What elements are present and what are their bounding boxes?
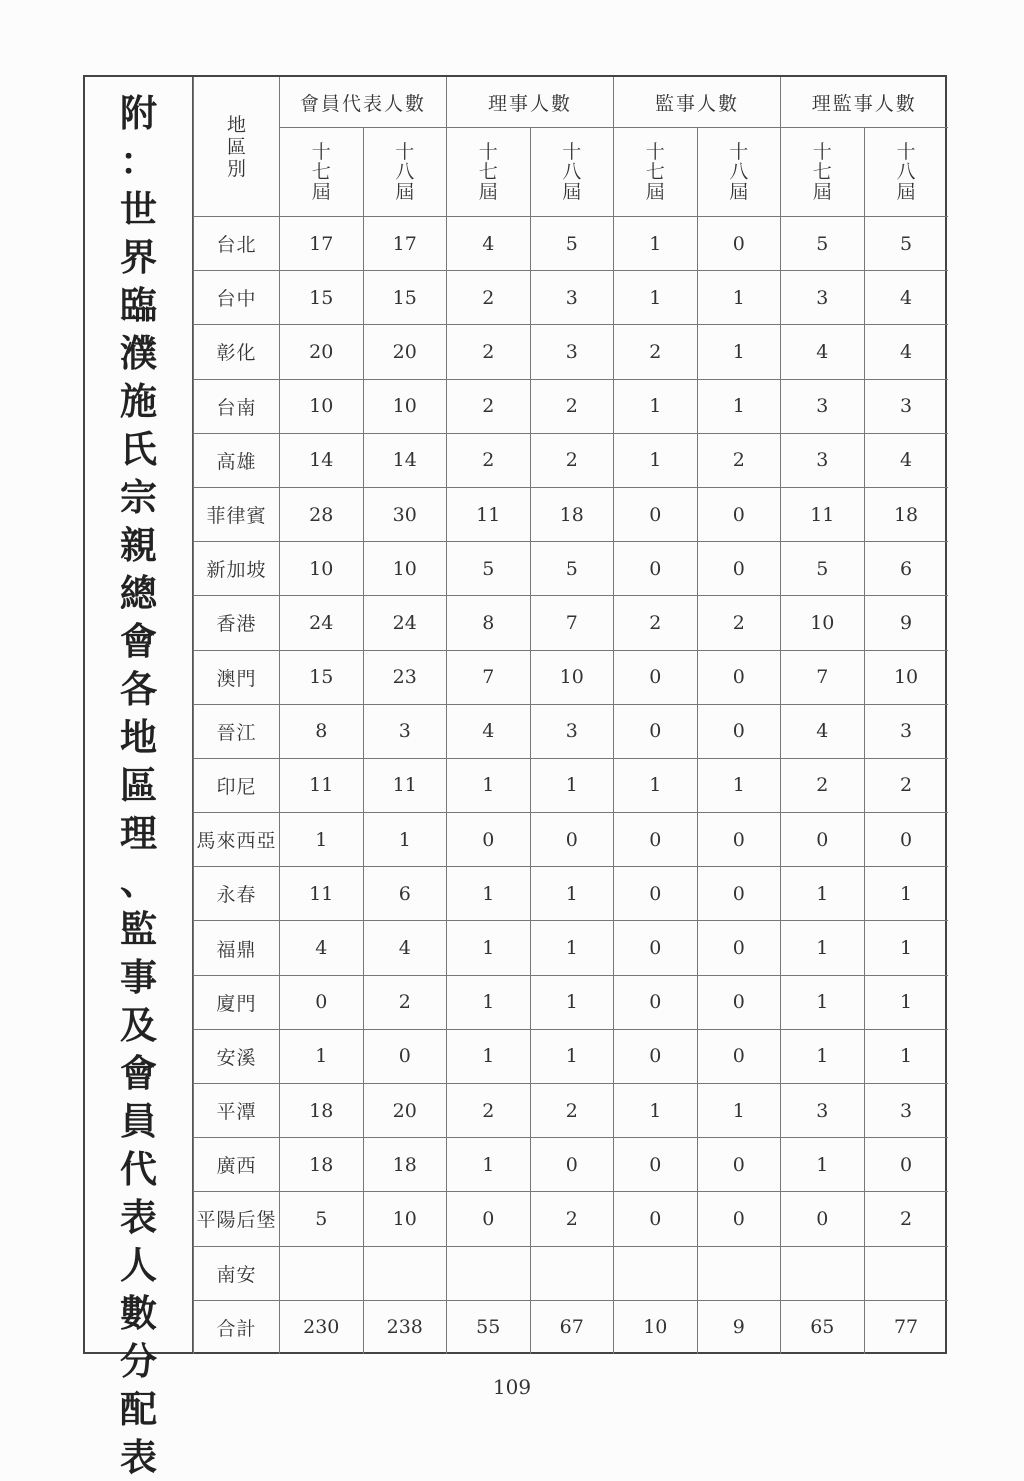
value-cell: 1 [781, 867, 865, 921]
table-row [194, 758, 948, 812]
region-cell: 香港 [194, 596, 280, 650]
value-cell: 5 [280, 1192, 364, 1246]
term-header [781, 128, 865, 217]
table-row [194, 975, 948, 1029]
value-cell: 2 [447, 379, 531, 433]
title-char: 事 [120, 955, 157, 999]
value-cell: 20 [363, 1084, 447, 1138]
value-cell [864, 1246, 948, 1300]
term-header [363, 128, 447, 217]
table-row [194, 596, 948, 650]
region-cell: 台中 [194, 271, 280, 325]
title-char: 濮 [120, 331, 157, 375]
title-char: 親 [120, 523, 157, 567]
title-char: 會 [120, 1051, 157, 1095]
table-row [194, 433, 948, 487]
value-cell: 0 [447, 813, 531, 867]
value-cell [697, 1246, 781, 1300]
value-cell: 4 [781, 325, 865, 379]
value-cell: 0 [864, 813, 948, 867]
value-cell: 3 [781, 433, 865, 487]
term-header [697, 128, 781, 217]
value-cell: 28 [280, 487, 364, 541]
value-cell: 1 [864, 867, 948, 921]
value-cell: 230 [280, 1300, 364, 1354]
value-cell: 2 [530, 379, 614, 433]
region-cell: 福鼎 [194, 921, 280, 975]
value-cell: 2 [447, 325, 531, 379]
value-cell: 2 [363, 975, 447, 1029]
title-char: 數 [120, 1291, 157, 1335]
value-cell: 14 [280, 433, 364, 487]
table-row [194, 487, 948, 541]
value-cell: 4 [864, 271, 948, 325]
value-cell: 11 [280, 758, 364, 812]
value-cell: 0 [697, 487, 781, 541]
region-cell: 彰化 [194, 325, 280, 379]
term-label: 十 八 屆 [896, 141, 916, 203]
value-cell: 0 [614, 975, 698, 1029]
value-cell: 3 [781, 271, 865, 325]
value-cell: 10 [864, 650, 948, 704]
value-cell: 0 [697, 975, 781, 1029]
title-char: 員 [120, 1099, 157, 1143]
value-cell: 2 [530, 1084, 614, 1138]
value-cell: 11 [447, 487, 531, 541]
table-row [194, 325, 948, 379]
value-cell: 24 [363, 596, 447, 650]
region-cell: 平潭 [194, 1084, 280, 1138]
value-cell: 238 [363, 1300, 447, 1354]
value-cell: 18 [864, 487, 948, 541]
value-cell: 8 [280, 704, 364, 758]
value-cell: 1 [530, 867, 614, 921]
title-char: 界 [120, 235, 157, 279]
table-row [194, 1192, 948, 1246]
region-cell: 永春 [194, 867, 280, 921]
title-char: 人 [120, 1243, 157, 1287]
title-char: ： [120, 139, 157, 183]
value-cell: 2 [530, 1192, 614, 1246]
value-cell: 17 [280, 217, 364, 271]
value-cell: 0 [697, 704, 781, 758]
value-cell: 2 [781, 758, 865, 812]
value-cell: 0 [697, 813, 781, 867]
value-cell: 30 [363, 487, 447, 541]
table-row [194, 1029, 948, 1083]
value-cell: 24 [280, 596, 364, 650]
term-header [530, 128, 614, 217]
value-cell: 0 [697, 1029, 781, 1083]
value-cell: 4 [447, 704, 531, 758]
value-cell: 3 [530, 271, 614, 325]
value-cell: 10 [530, 650, 614, 704]
value-cell: 0 [614, 1029, 698, 1083]
value-cell: 5 [530, 217, 614, 271]
region-cell: 南安 [194, 1246, 280, 1300]
value-cell: 0 [697, 867, 781, 921]
value-cell: 5 [781, 217, 865, 271]
value-cell: 1 [447, 921, 531, 975]
value-cell: 0 [614, 704, 698, 758]
term-label: 十 八 屆 [562, 141, 582, 203]
value-cell: 15 [280, 650, 364, 704]
value-cell: 15 [280, 271, 364, 325]
title-char: 會 [120, 619, 157, 663]
value-cell: 4 [363, 921, 447, 975]
title-char: 區 [120, 763, 157, 807]
value-cell: 7 [781, 650, 865, 704]
value-cell: 3 [781, 379, 865, 433]
value-cell: 11 [280, 867, 364, 921]
value-cell: 1 [697, 325, 781, 379]
value-cell: 0 [697, 542, 781, 596]
value-cell [530, 1246, 614, 1300]
group-header-delegates: 會員代表人數 [280, 77, 447, 128]
term-header [864, 128, 948, 217]
value-cell: 7 [530, 596, 614, 650]
value-cell: 2 [864, 758, 948, 812]
value-cell: 1 [781, 1138, 865, 1192]
value-cell: 67 [530, 1300, 614, 1354]
title-char: 世 [120, 187, 157, 231]
value-cell: 20 [363, 325, 447, 379]
value-cell: 2 [864, 1192, 948, 1246]
value-cell: 18 [280, 1138, 364, 1192]
title-char: 配 [120, 1387, 157, 1431]
value-cell: 2 [614, 596, 698, 650]
value-cell: 10 [280, 542, 364, 596]
table-row [194, 542, 948, 596]
title-char: 臨 [120, 283, 157, 327]
table-row [194, 813, 948, 867]
value-cell: 1 [530, 921, 614, 975]
value-cell: 0 [363, 1029, 447, 1083]
title-char: 表 [120, 1195, 157, 1239]
value-cell: 0 [697, 650, 781, 704]
value-cell: 0 [781, 1192, 865, 1246]
table-row [194, 217, 948, 271]
value-cell: 3 [864, 379, 948, 433]
value-cell: 0 [530, 813, 614, 867]
value-cell: 5 [864, 217, 948, 271]
group-header-supervisors: 監事人數 [614, 77, 781, 128]
region-cell: 廣西 [194, 1138, 280, 1192]
value-cell: 1 [530, 758, 614, 812]
region-cell: 台北 [194, 217, 280, 271]
value-cell: 1 [864, 921, 948, 975]
title-char: 表 [120, 1435, 157, 1479]
value-cell: 1 [697, 379, 781, 433]
region-cell: 安溪 [194, 1029, 280, 1083]
value-cell: 18 [530, 487, 614, 541]
value-cell: 1 [697, 271, 781, 325]
value-cell: 9 [864, 596, 948, 650]
value-cell: 10 [280, 379, 364, 433]
title-char: 各 [120, 667, 157, 711]
value-cell: 0 [781, 813, 865, 867]
value-cell: 6 [864, 542, 948, 596]
value-cell: 17 [363, 217, 447, 271]
value-cell: 11 [781, 487, 865, 541]
table-row [194, 1246, 948, 1300]
value-cell: 1 [614, 217, 698, 271]
title-char: 及 [120, 1003, 157, 1047]
table-row [194, 867, 948, 921]
value-cell: 3 [530, 325, 614, 379]
region-cell: 合計 [194, 1300, 280, 1354]
title-char: 宗 [120, 475, 157, 519]
value-cell: 77 [864, 1300, 948, 1354]
title-char: 代 [120, 1147, 157, 1191]
value-cell: 0 [280, 975, 364, 1029]
value-cell: 2 [614, 325, 698, 379]
value-cell: 0 [697, 1192, 781, 1246]
value-cell: 0 [614, 1192, 698, 1246]
value-cell: 4 [447, 217, 531, 271]
title-char: 分 [120, 1339, 157, 1383]
table-row [194, 379, 948, 433]
term-label: 十 八 屆 [395, 141, 415, 203]
value-cell: 1 [447, 867, 531, 921]
value-cell: 55 [447, 1300, 531, 1354]
value-cell: 1 [614, 271, 698, 325]
value-cell: 1 [363, 813, 447, 867]
value-cell: 1 [614, 379, 698, 433]
region-cell: 澳門 [194, 650, 280, 704]
value-cell: 1 [447, 1138, 531, 1192]
value-cell: 20 [280, 325, 364, 379]
value-cell: 0 [697, 1138, 781, 1192]
value-cell: 5 [530, 542, 614, 596]
region-cell: 晉江 [194, 704, 280, 758]
value-cell: 3 [781, 1084, 865, 1138]
value-cell: 18 [280, 1084, 364, 1138]
value-cell: 10 [781, 596, 865, 650]
vertical-title [85, 77, 193, 1479]
value-cell: 7 [447, 650, 531, 704]
table-row [194, 650, 948, 704]
value-cell: 4 [864, 433, 948, 487]
term-label: 十 七 屆 [812, 141, 832, 203]
term-header [447, 128, 531, 217]
region-cell: 馬來西亞 [194, 813, 280, 867]
table-row [194, 271, 948, 325]
value-cell: 4 [864, 325, 948, 379]
value-cell: 9 [697, 1300, 781, 1354]
value-cell: 10 [363, 1192, 447, 1246]
value-cell: 23 [363, 650, 447, 704]
value-cell: 15 [363, 271, 447, 325]
value-cell: 3 [864, 704, 948, 758]
region-cell: 印尼 [194, 758, 280, 812]
value-cell: 1 [614, 433, 698, 487]
term-header [614, 128, 698, 217]
value-cell [363, 1246, 447, 1300]
title-char: 氏 [120, 427, 157, 471]
table-row [194, 1300, 948, 1354]
value-cell: 11 [363, 758, 447, 812]
value-cell: 18 [363, 1138, 447, 1192]
value-cell: 0 [614, 487, 698, 541]
region-cell: 台南 [194, 379, 280, 433]
page-number: 109 [492, 1375, 532, 1399]
value-cell: 14 [363, 433, 447, 487]
value-cell: 1 [781, 975, 865, 1029]
value-cell: 4 [781, 704, 865, 758]
title-char: 監 [120, 907, 157, 951]
value-cell: 0 [447, 1192, 531, 1246]
region-header-label: 地 區 別 [226, 113, 246, 180]
value-cell [447, 1246, 531, 1300]
value-cell: 1 [614, 1084, 698, 1138]
value-cell: 1 [530, 1029, 614, 1083]
value-cell: 10 [363, 542, 447, 596]
value-cell: 3 [864, 1084, 948, 1138]
value-cell: 1 [280, 1029, 364, 1083]
value-cell: 1 [447, 975, 531, 1029]
value-cell: 0 [697, 217, 781, 271]
value-cell: 10 [363, 379, 447, 433]
term-label: 十 七 屆 [645, 141, 665, 203]
value-cell: 1 [781, 1029, 865, 1083]
value-cell: 3 [363, 704, 447, 758]
value-cell: 0 [530, 1138, 614, 1192]
region-cell: 廈門 [194, 975, 280, 1029]
value-cell: 2 [697, 433, 781, 487]
value-cell: 2 [530, 433, 614, 487]
table-row [194, 1084, 948, 1138]
value-cell: 0 [614, 813, 698, 867]
value-cell [280, 1246, 364, 1300]
region-cell: 高雄 [194, 433, 280, 487]
region-cell: 新加坡 [194, 542, 280, 596]
value-cell: 1 [280, 813, 364, 867]
value-cell: 1 [447, 758, 531, 812]
value-cell: 1 [697, 1084, 781, 1138]
value-cell: 1 [530, 975, 614, 1029]
group-header-directors-supervisors: 理監事人數 [781, 77, 948, 128]
value-cell: 2 [697, 596, 781, 650]
value-cell: 1 [864, 1029, 948, 1083]
allocation-table [193, 77, 948, 1354]
value-cell: 3 [530, 704, 614, 758]
value-cell: 5 [781, 542, 865, 596]
value-cell: 0 [614, 867, 698, 921]
table-frame [83, 75, 947, 1479]
title-char: 、 [120, 859, 157, 903]
value-cell: 0 [697, 921, 781, 975]
title-char: 附 [120, 91, 157, 135]
value-cell: 0 [614, 650, 698, 704]
value-cell [614, 1246, 698, 1300]
value-cell: 2 [447, 271, 531, 325]
value-cell: 8 [447, 596, 531, 650]
value-cell: 0 [864, 1138, 948, 1192]
value-cell: 1 [614, 758, 698, 812]
value-cell: 65 [781, 1300, 865, 1354]
region-header [194, 77, 280, 217]
title-char: 總 [120, 571, 157, 615]
title-char: 地 [120, 715, 157, 759]
term-label: 十 七 屆 [311, 141, 331, 203]
value-cell: 1 [447, 1029, 531, 1083]
term-label: 十 八 屆 [729, 141, 749, 203]
table-row [194, 704, 948, 758]
term-label: 十 七 屆 [478, 141, 498, 203]
title-char: 施 [120, 379, 157, 423]
value-cell: 0 [614, 542, 698, 596]
value-cell: 6 [363, 867, 447, 921]
value-cell: 0 [614, 1138, 698, 1192]
value-cell: 1 [781, 921, 865, 975]
region-cell: 平陽后堡 [194, 1192, 280, 1246]
value-cell: 1 [697, 758, 781, 812]
value-cell: 10 [614, 1300, 698, 1354]
value-cell [781, 1246, 865, 1300]
table-row [194, 1138, 948, 1192]
value-cell: 2 [447, 433, 531, 487]
group-header-directors: 理事人數 [447, 77, 614, 128]
value-cell: 4 [280, 921, 364, 975]
value-cell: 5 [447, 542, 531, 596]
table-row [194, 921, 948, 975]
value-cell: 0 [614, 921, 698, 975]
value-cell: 1 [864, 975, 948, 1029]
term-header [280, 128, 364, 217]
title-char: 理 [120, 811, 157, 855]
region-cell: 菲律賓 [194, 487, 280, 541]
value-cell: 2 [447, 1084, 531, 1138]
